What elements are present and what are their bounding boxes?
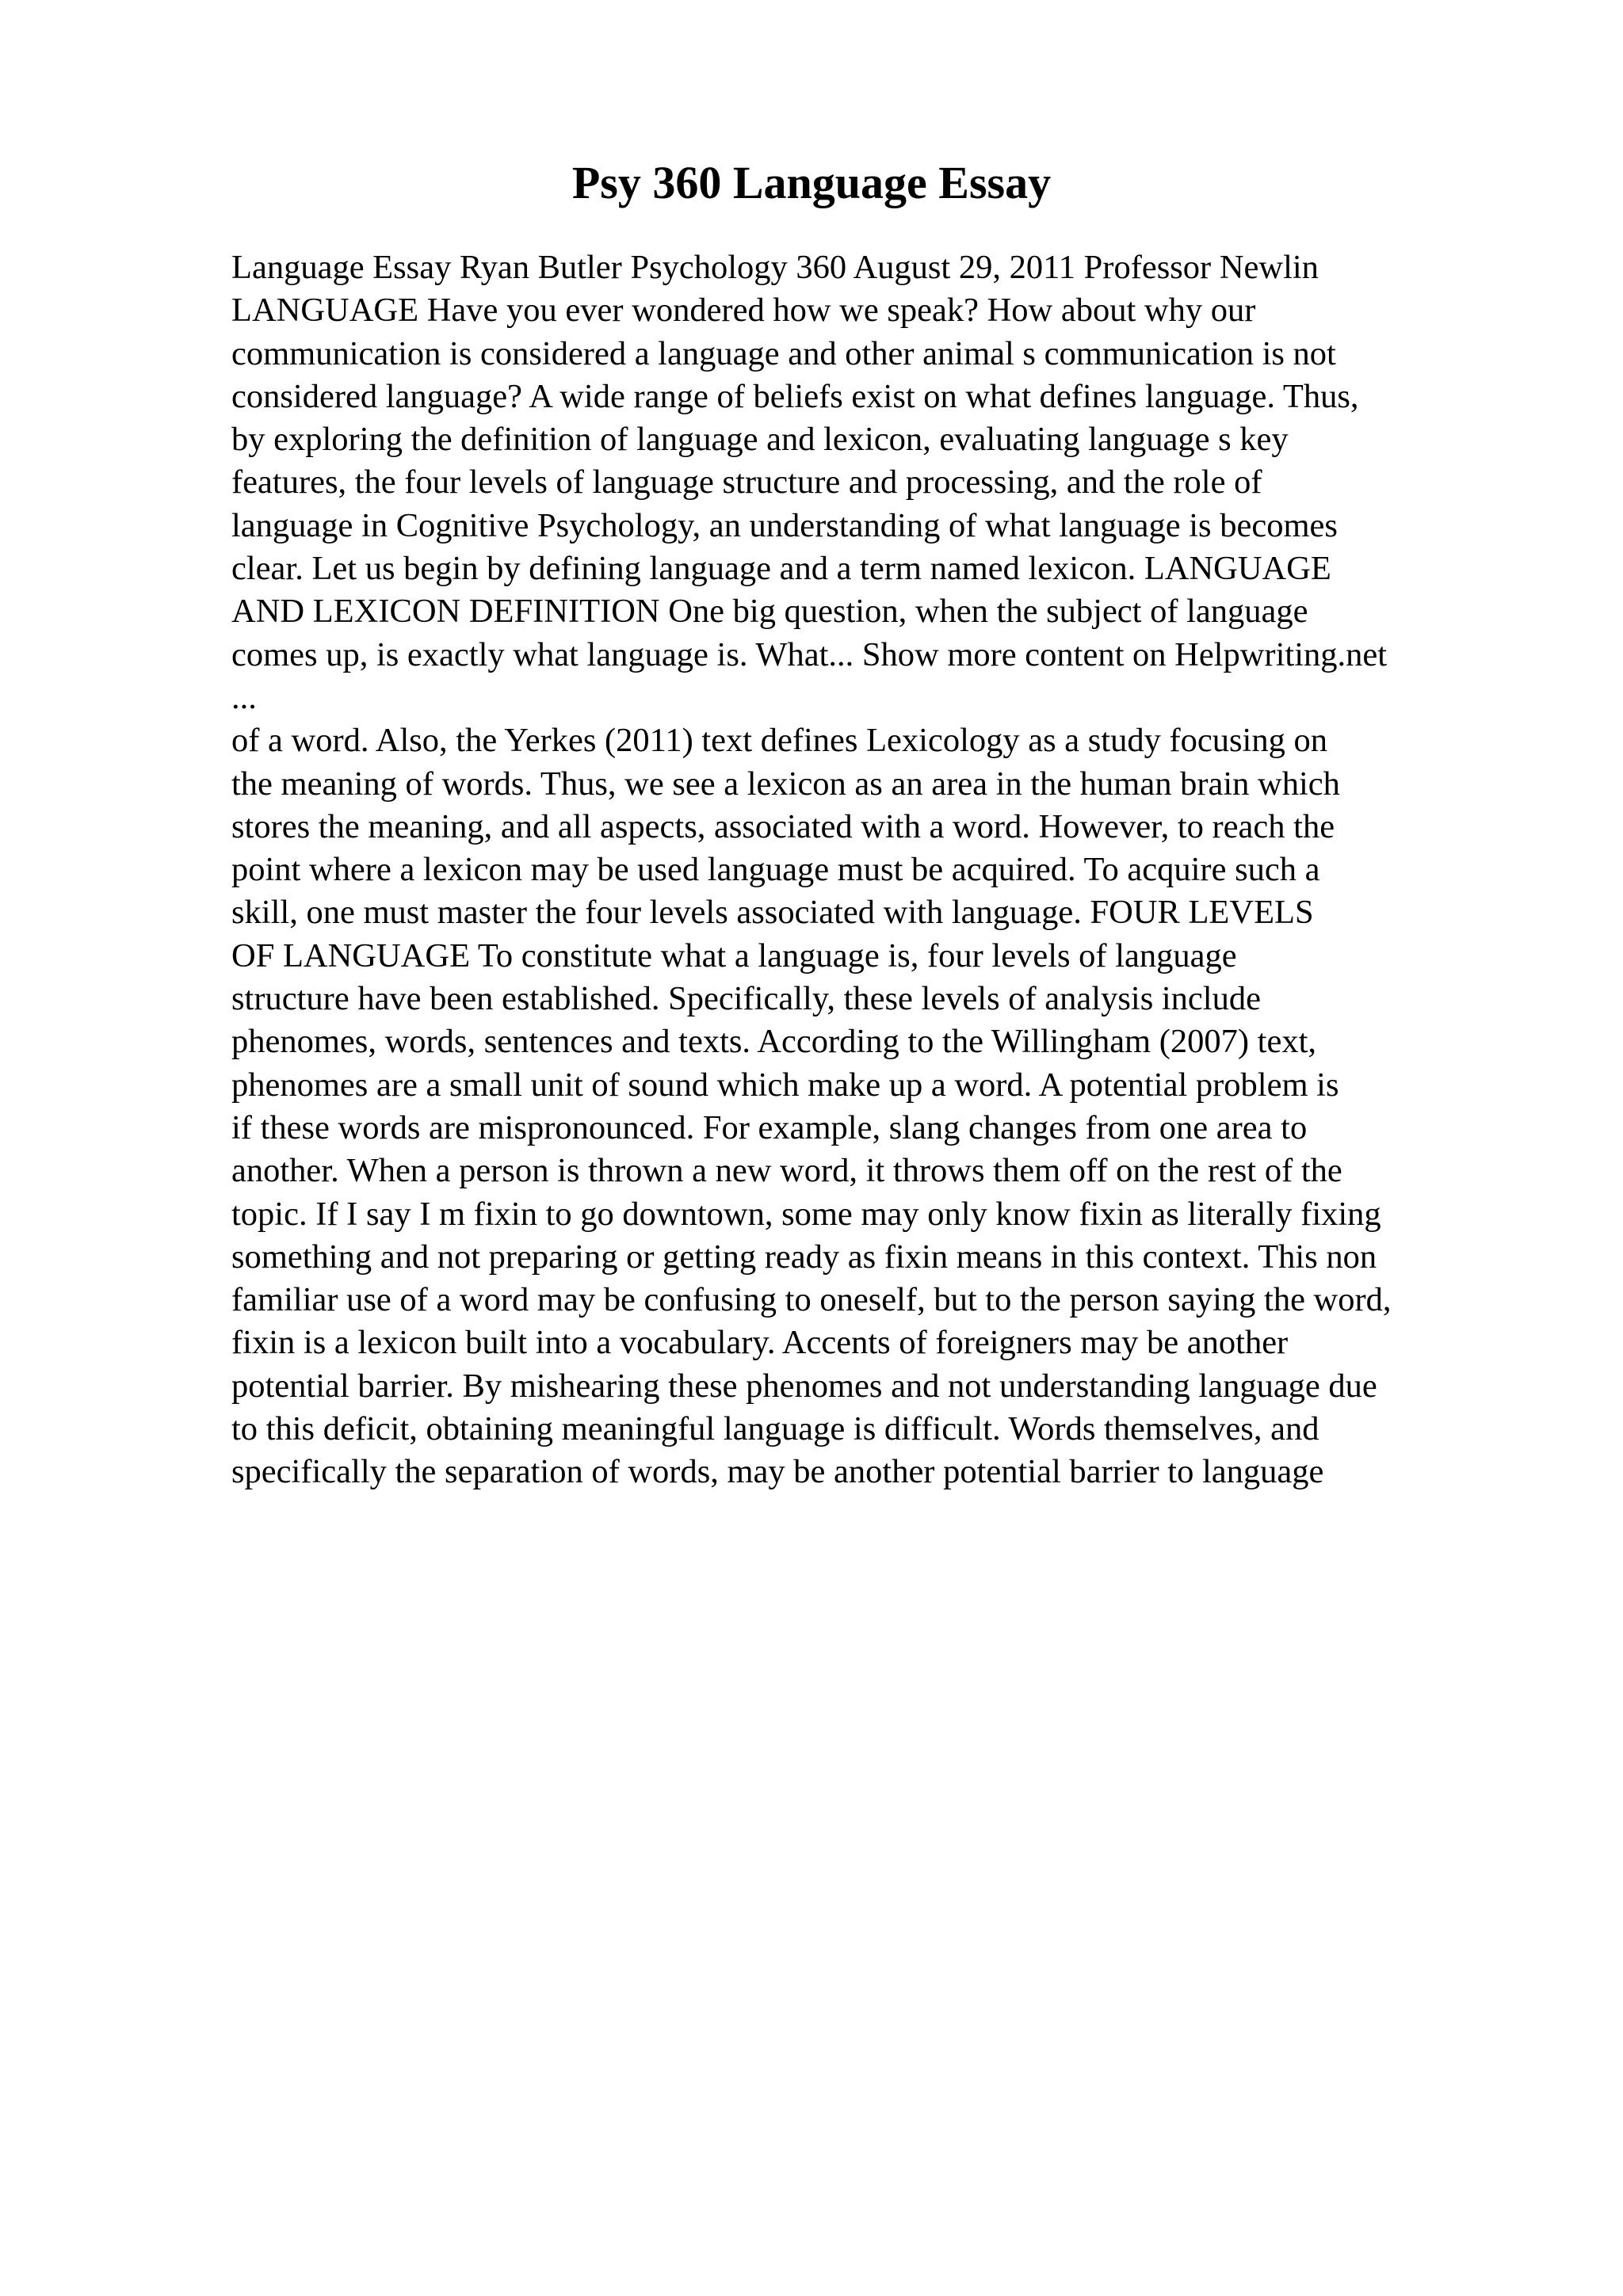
body-line: comes up, is exactly what language is. What... Show more content on Helpwriting.net [231,635,1388,673]
body-line: fixin is a lexicon built into a vocabulary. Accents of foreigners may be another [231,1324,1289,1362]
body-line: skill, one must master the four levels associated with language. FOUR LEVELS [231,894,1314,932]
body-line: potential barrier. By mishearing these phenomes and not understanding language due [231,1367,1377,1405]
body-line: phenomes, words, sentences and texts. According to the Willingham (2007) text, [231,1023,1317,1061]
body-line: by exploring the definition of language and lexicon, evaluating language s key [231,421,1289,459]
body-line: familiar use of a word may be confusing to oneself, but to the person saying the word, [231,1281,1392,1319]
body-line: another. When a person is thrown a new word, it throws them off on the rest of the [231,1152,1342,1190]
body-line: considered language? A wide range of beliefs exist on what defines language. Thus, [231,377,1359,415]
document-title: Psy 360 Language Essay [571,157,1052,208]
body-line: to this deficit, obtaining meaningful language is difficult. Words themselves, and [231,1410,1319,1448]
body-line: language in Cognitive Psychology, an understanding of what language is becomes [231,506,1338,544]
body-line: of a word. Also, the Yerkes (2011) text defines Lexicology as a study focusing on [231,722,1327,760]
body-line: something and not preparing or getting ready as fixin means in this context. This non [231,1238,1377,1276]
body-line: ... [231,678,257,716]
body-line: LANGUAGE Have you ever wondered how we speak? How about why our [231,292,1256,330]
body-line: point where a lexicon may be used language must be acquired. To acquire such a [231,851,1320,889]
body-line: OF LANGUAGE To constitute what a language is, four levels of language [231,936,1237,974]
body-line: the meaning of words. Thus, we see a lexicon as an area in the human brain which [231,765,1340,803]
body-line: specifically the separation of words, may be another potential barrier to language [231,1453,1324,1491]
body-line: phenomes are a small unit of sound which make up a word. A potential problem is [231,1066,1339,1104]
body-line: clear. Let us begin by defining language and a term named lexicon. LANGUAGE [231,550,1331,588]
body-line: features, the four levels of language structure and processing, and the role of [231,463,1262,502]
body-line: if these words are mispronounced. For example, slang changes from one area to [231,1108,1308,1146]
body-line: AND LEXICON DEFINITION One big question, when the subject of language [231,593,1308,631]
body-line: structure have been established. Specifically, these levels of analysis include [231,980,1261,1018]
body-line: stores the meaning, and all aspects, associated with a word. However, to reach the [231,807,1335,845]
body-line: communication is considered a language and other animal s communication is not [231,334,1336,372]
document-body [231,246,1515,1494]
body-line: Language Essay Ryan Butler Psychology 360 August 29, 2011 Professor Newlin [231,249,1319,286]
body-line: topic. If I say I m fixin to go downtown, some may only know fixin as literally fixing [231,1195,1381,1233]
